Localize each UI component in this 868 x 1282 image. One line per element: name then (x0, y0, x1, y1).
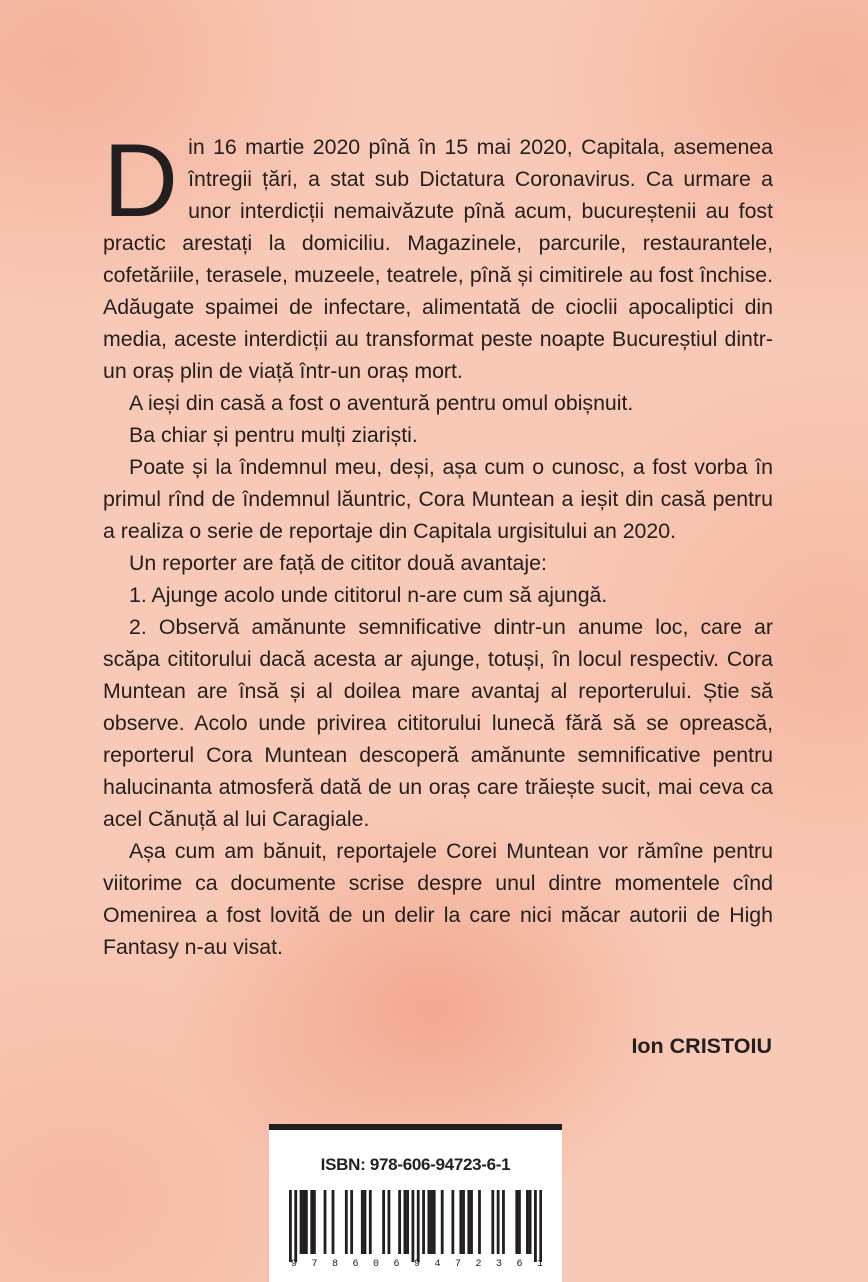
barcode-bar (467, 1190, 470, 1254)
barcode-bar (345, 1190, 348, 1254)
barcode-bar (451, 1190, 454, 1254)
barcode-panel (269, 1124, 562, 1282)
barcode-bar (462, 1190, 465, 1254)
author-signature: Ion CRISTOIU (631, 1034, 772, 1058)
barcode-bar (417, 1190, 420, 1262)
barcode-bar (305, 1190, 308, 1254)
barcode-bar (289, 1190, 292, 1262)
barcode-bar (459, 1190, 462, 1254)
barcode-bar (534, 1190, 537, 1262)
barcode-bar (518, 1190, 521, 1254)
barcode-bar (470, 1190, 473, 1254)
paragraph: Poate și la îndemnul meu, deși, așa cum o cunosc, a fost vorba în primul rînd de îndemnul lăuntric, Cora Muntean a ieșit din casă pentru a realiza o serie de reportaje din Capitala urgisitului an 2020. (103, 455, 773, 543)
barcode-bar (529, 1190, 532, 1254)
barcode-bar (302, 1190, 305, 1254)
barcode-bar (412, 1190, 415, 1262)
paragraph: A ieși din casă a fost o aventură pentru omul obișnuit. (129, 391, 634, 415)
paragraph-opening-text: in 16 martie 2020 pînă în 15 mai 2020, Capitala, asemenea întregii țări, a stat sub Dictatura Coronavirus. Ca urmare a unor interdicții nemaivăzute pînă acum, bucureștenii au fost practic arestați la domiciliu. Magazinele, parcurile, restaurantele, cofetăriile, terasele, muzeele, teatrele, pînă și cimitirele au fost închise. Adăugate spaimei de infectare, alimentată de cioclii apocaliptici din media, aceste interdicții au transformat peste noapte Bucureștiul dintr-un oraș plin de viață într-un oraș mort. (103, 135, 773, 383)
barcode-bar (526, 1190, 529, 1254)
isbn-label: ISBN: 978-606-94723-6-1 (320, 1155, 511, 1174)
barcode-bar (422, 1190, 425, 1254)
barcode-bar (313, 1190, 316, 1254)
barcode-bar (364, 1190, 367, 1254)
barcode-bar (388, 1190, 391, 1254)
barcode-bar (350, 1190, 353, 1254)
paragraph: 1. Ajunge acolo unde cititorul n-are cum să ajungă. (129, 583, 608, 607)
foreword-text (103, 123, 773, 963)
barcode-bar (404, 1190, 407, 1254)
barcode-bar (294, 1190, 297, 1262)
paragraph: Ba chiar și pentru mulți ziariști. (129, 423, 418, 447)
barcode-bar (310, 1190, 313, 1254)
barcode-bar (441, 1190, 444, 1254)
barcode-bar (300, 1190, 303, 1254)
paragraph: Un reporter are față de cititor două avantaje: (129, 551, 547, 575)
paragraph: Așa cum am bănuit, reportajele Corei Muntean vor rămîne pentru viitorime ca documente scrise despre unul dintre momentele cînd Omenirea a fost lovită de un delir la care nici măcar autorii de High Fantasy n-au visat. (103, 839, 773, 959)
drop-cap: D (103, 123, 179, 239)
barcode-bars (289, 1190, 542, 1262)
barcode-digits: 9786069472361 (291, 1259, 558, 1270)
barcode-bar (398, 1190, 401, 1254)
barcode-bar (478, 1190, 481, 1254)
barcode-bar (324, 1190, 327, 1254)
paragraph-opening (103, 123, 773, 387)
barcode-bar (539, 1190, 542, 1262)
barcode-bar (332, 1190, 335, 1254)
barcode-bar (361, 1190, 364, 1254)
barcode-bar (497, 1190, 500, 1254)
barcode-bar (427, 1190, 430, 1254)
barcode-bar (382, 1190, 385, 1254)
barcode-bar (491, 1190, 494, 1254)
barcode-bar (502, 1190, 505, 1254)
barcode-bar (369, 1190, 372, 1254)
barcode-bar (430, 1190, 433, 1254)
paragraph: 2. Observă amănunte semnificative dintr-un anume loc, care ar scăpa cititorului dacă acesta ar ajunge, totuși, în locul respectiv. Cora Muntean are însă și al doilea mare avantaj al reporterului. Știe să observe. Acolo unde privirea cititorului lunecă fără să se oprească, reporterul Cora Muntean descoperă amănunte semnificative pentru halucinanta atmosferă dată de un oraș care trăiește sucit, mai ceva ca acel Cănuță al lui Caragiale. (103, 615, 773, 831)
barcode-bar (433, 1190, 436, 1254)
barcode-bar (406, 1190, 409, 1254)
barcode-bar (515, 1190, 518, 1254)
